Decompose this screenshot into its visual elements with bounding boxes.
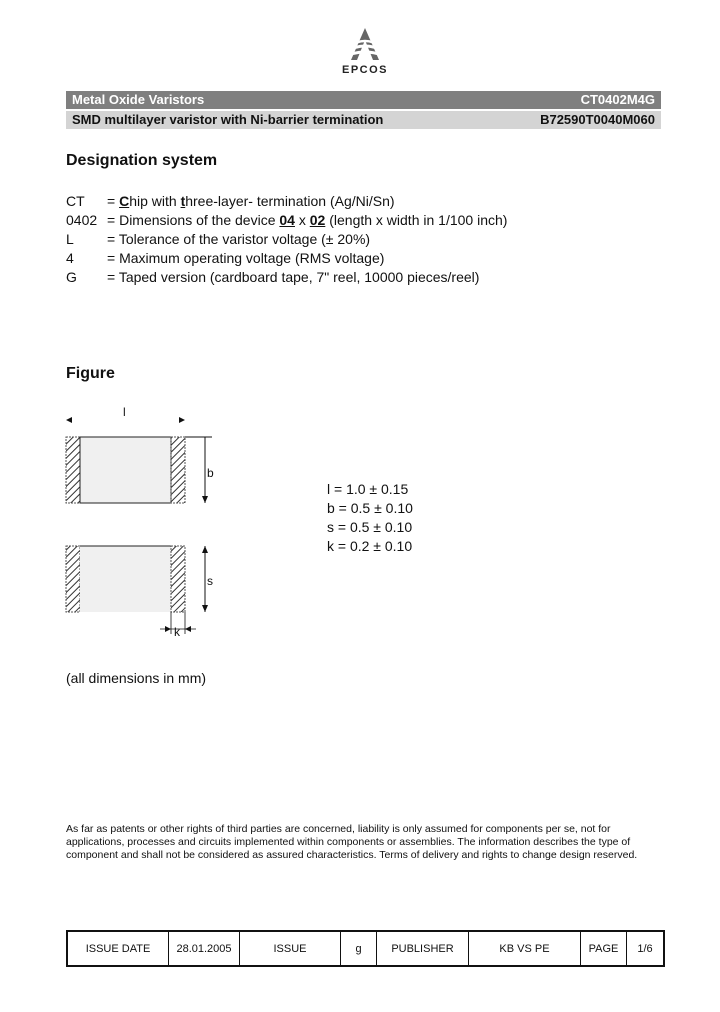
designation-description: = Tolerance of the varistor voltage (± 20%) [107,231,371,247]
dimension-value: k = 0.2 ± 0.10 [327,538,413,554]
header-bar-category [66,91,661,109]
logo-wordmark: EPCOS [341,64,388,76]
arrow-left-icon [185,626,191,632]
product-subtitle: SMD multilayer varistor with Ni-barrier termination [72,112,384,127]
label-b: b [207,466,214,480]
arrow-right-icon [165,626,171,632]
arrow-up-icon [202,546,208,553]
chip-top-view [66,437,185,503]
label-l: l [123,405,126,419]
footer-label-issue-date: ISSUE DATE [68,932,169,965]
arrow-down-icon [202,605,208,612]
designation-description: = Dimensions of the device 04 x 02 (length x width in 1/100 inch) [107,212,508,228]
varistor-dimension-drawing [60,400,230,645]
footer-value-issue: g [341,932,377,965]
designation-code: 4 [66,250,74,266]
order-number: B72590T0040M060 [540,112,655,127]
dimension-value: l = 1.0 ± 0.15 [327,481,409,497]
arrow-right-icon [179,417,185,423]
category-title: Metal Oxide Varistors [72,92,205,107]
arrow-down-icon [202,496,208,503]
footer-label-page: PAGE [581,932,627,965]
figure-heading: Figure [66,365,115,382]
part-code: CT0402M4G [580,92,655,107]
designation-code: L [66,231,74,247]
header-bar-subtitle [66,111,661,129]
designation-description: = Maximum operating voltage (RMS voltage) [107,250,385,266]
epcos-logo [335,26,395,78]
footer-value-page: 1/6 [637,942,653,955]
logo-mark-icon [335,26,395,64]
arrow-left-icon [66,417,72,423]
designation-description: = Taped version (cardboard tape, 7" reel, 10000 pieces/reel) [107,269,480,285]
designation-code: 0402 [66,212,98,228]
footer-value-issue-date: 28.01.2005 [169,932,240,965]
dimension-value: s = 0.5 ± 0.10 [327,519,413,535]
designation-heading: Designation system [66,152,218,169]
label-s: s [207,574,213,588]
designation-code: G [66,269,77,285]
label-k: k [174,625,180,639]
legal-disclaimer: As far as patents or other rights of third parties are concerned, liability is only assumed for components per se, not for applications, processes and circuits implemented within components or assemblies. The information describes the type of component and shall not be considered as assured characteristics. Terms of delivery and rights to change design reserved. [66,823,638,861]
dimension-value: b = 0.5 ± 0.10 [327,500,413,516]
footer-label-issue: ISSUE [240,932,341,965]
footer-table [66,930,665,967]
footer-value-publisher: KB VS PE [469,932,581,965]
footer-label-publisher: PUBLISHER [377,932,469,965]
designation-description: = Chip with three-layer- termination (Ag/Ni/Sn) [107,193,395,209]
chip-side-view [66,546,185,612]
dimensions-note: (all dimensions in mm) [66,670,207,686]
designation-code: CT [66,193,85,209]
